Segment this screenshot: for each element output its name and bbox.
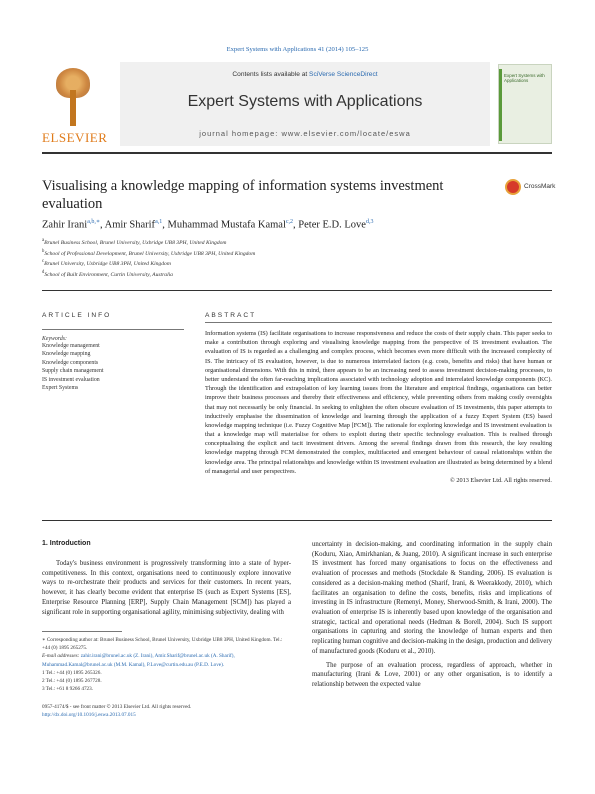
body-paragraph: uncertainty in decision-making, and coordinating information in the supply chain (Koduru, Xiao, Amirkhanian, & Juang, 2010). A significant increase in such enterprise IS investment has forced many organisations to focus on the effectiveness and evaluation of processes and methods (Stockdale & Standing, 2006). IS evaluation is considered as a decision-making method (Sharif, Irani, & Weerakkody, 2010), which facilitates an organisation to define the costs, benefits, risks and implications of investing in IS infrastructure (Remenyi, Money, Sherwood-Smith, & Irani, 2000). The evaluation of enterprise IS is inherently based upon knowledge of the organisation and strategic, tactical and operational needs (Hedman & Borell, 2004). Such IS support organisations in capturing and storing the knowledge of human experts and then replicating human cognitive and decision-making in the design, production and delivery of manufactured goods (Koduru et al., 2010). <box>312 541 552 655</box>
homepage-link[interactable]: www.elsevier.com/locate/eswa <box>281 129 411 138</box>
abstract-text <box>205 329 552 485</box>
abstract-heading: ABSTRACT <box>205 312 257 319</box>
affiliation: $^b$School of Professional Development, Brunel University, Uxbridge UB8 3PH, United Kingdom <box>42 248 256 257</box>
journal-banner <box>120 62 490 146</box>
keyword: Supply chain management <box>42 368 104 375</box>
footnotes <box>42 636 291 692</box>
cover-text: Expert Systems with Applications <box>504 73 545 84</box>
journal-cover-thumbnail <box>498 64 552 144</box>
issn-line <box>42 703 291 719</box>
footnote: 1 Tel.: +44 (0) 1895 265326. <box>42 669 102 676</box>
publisher-logo-text: ELSEVIER <box>42 130 108 145</box>
footnote: 2 Tel.: +44 (0) 1895 267728. <box>42 677 102 684</box>
author-name: Muhammad Mustafa Kamal <box>167 219 286 231</box>
keyword: Knowledge management <box>42 343 100 349</box>
doi-link[interactable]: http://dx.doi.org/10.1016/j.eswa.2013.07.015 <box>42 711 136 718</box>
body-paragraph: The purpose of an evaluation process, regardless of approach, whether in manufacturing (Irani & Love, 2001) or any other organisation, is to identify a relationship between the expected value <box>312 661 552 689</box>
affiliation: $^a$Brunel Business School, Brunel University, Uxbridge UB8 3PH, United Kingdom <box>42 238 227 246</box>
author-name: Zahir Irani <box>42 219 88 231</box>
author-list: Zahir Irani$^{a,b,∗}$, Amir Sharif$^{a,1}$, Muhammad Mustafa Kamal$^{c,2}$, Peter E.D. Love$^{d,3}$ <box>42 219 374 231</box>
article-info-column <box>42 312 184 392</box>
body-right-column <box>312 540 552 690</box>
keyword: Knowledge components <box>42 359 99 366</box>
divider <box>42 329 184 330</box>
article-title: Visualising a knowledge mapping of information systems investment evaluation <box>42 178 444 213</box>
article-info-heading: ARTICLE INFO <box>42 312 112 319</box>
footnote-divider <box>42 631 122 632</box>
section-heading: 1. Introduction <box>42 540 91 547</box>
affiliation: $^d$School of Built Environment, Curtin University, Australia <box>42 269 173 278</box>
crossmark-label: CrossMark <box>524 183 556 190</box>
author-affil-mark[interactable]: c,2 <box>285 219 294 225</box>
elsevier-logo <box>42 68 108 148</box>
divider <box>205 322 552 323</box>
divider <box>42 520 552 521</box>
email-links[interactable]: zahir.irani@brunel.ac.uk (Z. Irani), Amir.Sharif@brunel.ac.uk (A. Sharif), Muhammad.Kamal@brunel.ac.uk (M.M. Kamal), P.Love@curtin.edu.au (P.E.D. Love). <box>42 653 235 668</box>
author-affil-mark[interactable]: d,3 <box>365 219 374 225</box>
affiliations <box>42 237 255 279</box>
keyword: IS investment evaluation <box>42 376 100 383</box>
affiliation: $^c$Brunel University, Uxbridge UB8 3PH, United Kingdom <box>42 259 171 267</box>
keyword: Knowledge mapping <box>42 351 91 358</box>
footnote-corresponding: ∗ Corresponding author at: Brunel Business School, Brunel University, Uxbridge UB8 3PH, United Kingdom. Tel.: +44 (0) 1895 265275. <box>42 637 283 652</box>
body-paragraph: Today's business environment is progressively transforming into a state of hyper-competitiveness. In this context, organisations need to continuously explore innovative ways to re-orchestrate their products and services for their customers. In recent years, however, it has clearly become evident that enterprise IS (such as Expert Systems [ES], Enterprise Resource Planning [ERP], Supply Chain Management [SCM]) has played a significant role in supporting organisational agility, minimising subjectivity, dealing with <box>42 560 291 616</box>
homepage-prefix: journal homepage: <box>199 129 279 138</box>
keyword: Expert Systems <box>42 384 79 391</box>
body-left-column <box>42 540 291 719</box>
contents-line <box>120 71 490 78</box>
footnote: 3 Tel.: +61 8 9266 4723. <box>42 685 94 692</box>
masthead <box>42 62 552 154</box>
author-name: Amir Sharif <box>104 219 156 231</box>
tree-icon <box>56 68 90 126</box>
journal-title: Expert Systems with Applications <box>187 93 423 110</box>
footnote-emails: E-mail addresses: zahir.irani@brunel.ac.uk (Z. Irani), Amir.Sharif@brunel.ac.uk (A. Sharif), Muhammad.Kamal@brunel.ac.uk (M.M. Kamal), P.Love@curtin.edu.au (P.E.D. Love). <box>42 653 235 668</box>
author-affil-mark[interactable]: a,b,∗ <box>87 219 100 225</box>
author-name: Peter E.D. Love <box>298 219 366 231</box>
journal-reference[interactable]: Expert Systems with Applications 41 (2014) 105–125 <box>226 46 369 53</box>
sciencedirect-link[interactable]: SciVerse ScienceDirect <box>309 71 378 78</box>
journal-homepage <box>120 129 490 138</box>
author-affil-mark[interactable]: a,1 <box>155 219 163 225</box>
divider <box>42 290 552 291</box>
crossmark-icon <box>505 179 521 195</box>
crossmark-badge[interactable] <box>505 179 561 197</box>
abstract-paragraph: Information systems (IS) facilitate organisations to increase responsiveness and reduce the costs of their supply chain. This paper seeks to make a contribution through exploring and visualising knowledge mapping from the perspective of IS investment evaluation. The evaluation of IS is regarded as a challenging and complex process, which becomes even more difficult with the increased complexity of IS. The intricacy of IS evaluation, however, is due to numerous interrelated factors (e.g. costs, benefits and risks) that have human or organisational dimensions. With this in mind, there appears to be an increasing need to assess investment decision-making processes, to better understand the often far-reaching implications associated with technology adoption and interrelated knowledge components (KC). Through the identification and extrapolation of key learning issues from the literature and empirical findings, organisations can better improve their business processes and thereby their effectiveness and efficiency, while preventing others from making costly oversights that may not necessarily be only financial. In seeking to enlighten the often obscure evaluation of IS investments, this paper attempts to inductively emphasise the dissemination of knowledge and learning through the application of a fuzzy Expert System (ES) based knowledge mapping technique (i.e. Fuzzy Cognitive Map [FCM]). The rationale for exploring knowledge and IS investment evaluation is that a knowledge map will materialise for others to exploit during their specific technology evaluation. This is realised through conceptualising the explicit and tacit investment drivers. Among the several findings drawn from this research, the key resulting knowledge mapping through FCM demonstrated the complex, multifaceted and emergent behaviour of causal relationships within the knowledge area. The principal relationships and knowledge within IS investment evaluation are illustrated as being determined by a blend of managerial and user perspectives. <box>205 330 552 475</box>
copyright-notice: © 2013 Elsevier Ltd. All rights reserved. <box>450 477 552 484</box>
issn-text: 0957-4174/$ - see front matter © 2013 Elsevier Ltd. All rights reserved. <box>42 703 192 710</box>
contents-prefix: Contents lists available at <box>232 71 308 78</box>
keywords-label: Keywords: <box>42 336 67 342</box>
